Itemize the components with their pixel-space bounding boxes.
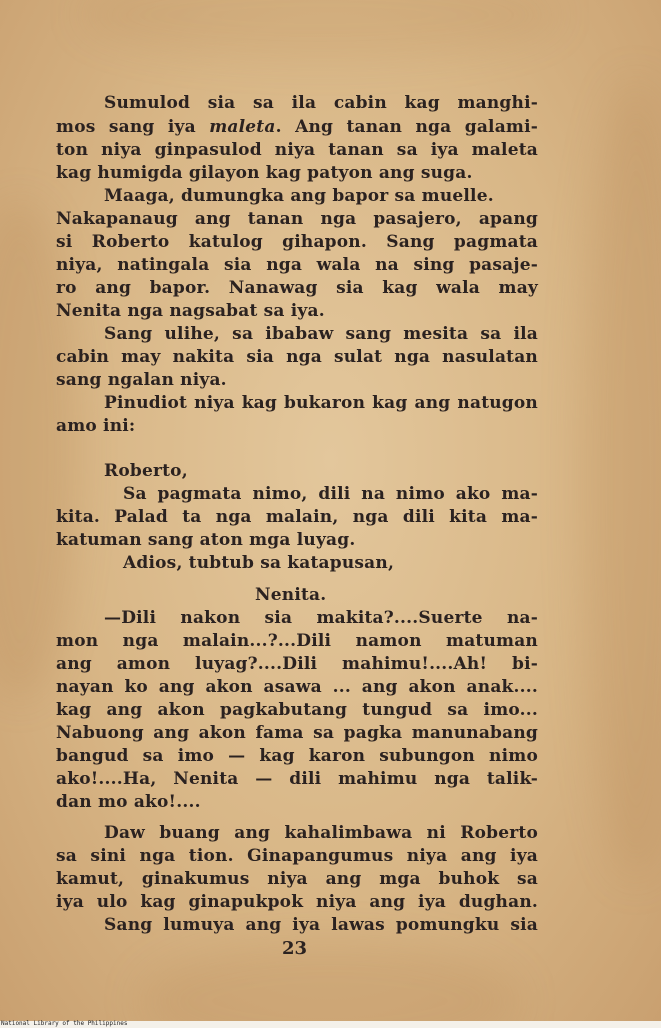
text-line: mon nga malain...?...Dili namon matuman (56, 631, 538, 651)
library-credit: National Library of the Philippines (1, 1020, 128, 1027)
text-line: kag humigda gilayon kag patyon ang suga. (56, 163, 473, 183)
text-line: kamut, ginakumus niya ang mga buhok sa (56, 869, 538, 889)
paper-stain (581, 80, 661, 880)
text-line: Nabuong ang akon fama sa pagka manunabang (56, 723, 538, 743)
text-line: Sang ulihe, sa ibabaw sang mesita sa ila (104, 324, 538, 344)
text-line: ako!....Ha, Nenita — dili mahimu nga talik- (56, 769, 538, 789)
letter-salutation: Roberto, (104, 461, 188, 481)
text-line: sang ngalan niya. (56, 370, 227, 390)
text-line: dan mo ako!.... (56, 792, 201, 812)
text-line: Daw buang ang kahalimbawa ni Roberto (104, 823, 538, 843)
text-line: cabin may nakita sia nga sulat nga nasulatan (56, 347, 538, 367)
text-line: Pinudiot niya kag bukaron kag ang natugon (104, 393, 538, 413)
text-line: ton niya ginpasulod niya tanan sa iya maleta (56, 140, 538, 160)
text-line: kita. Palad ta nga malain, nga dili kita ma- (56, 507, 538, 527)
page-number: 23 (282, 938, 308, 959)
paper-stain (140, 941, 520, 1021)
text-line: Nenita nga nagsabat sa iya. (56, 301, 325, 321)
italic-word: maleta (209, 117, 276, 137)
text-line: —Dili nakon sia makita?....Suerte na- (104, 608, 538, 628)
text-line: amo ini: (56, 416, 136, 436)
text-segment: . Ang tanan nga galami- (275, 117, 539, 137)
text-line: niya, natingala sia nga wala na sing pasaje- (56, 255, 538, 275)
text-line: si Roberto katulog gihapon. Sang pagmata (56, 232, 538, 252)
letter-signature: Nenita. (255, 585, 327, 605)
text-segment: mos sang iya (56, 117, 210, 137)
text-line (56, 116, 538, 138)
text-line: ang amon luyag?....Dili mahimu!....Ah! bi- (56, 654, 538, 674)
text-line: kag ang akon pagkabutang tungud sa imo... (56, 700, 538, 720)
text-line: sa sini nga tion. Ginapangumus niya ang iya (56, 846, 538, 866)
text-line: Maaga, dumungka ang bapor sa muelle. (104, 186, 494, 206)
text-line: Adios, tubtub sa katapusan, (123, 553, 395, 573)
text-line: Sumulod sia sa ila cabin kag manghi- (104, 93, 538, 113)
text-line: katuman sang aton mga luyag. (56, 530, 356, 550)
text-line: nayan ko ang akon asawa ... ang akon anak.... (56, 677, 538, 697)
text-line: bangud sa imo — kag karon subungon nimo (56, 746, 538, 766)
text-line: Nakapanaug ang tanan nga pasajero, apang (56, 209, 538, 229)
text-line: Sang lumuya ang iya lawas pomungku sia (104, 915, 538, 935)
text-line: ro ang bapor. Nanawag sia kag wala may (56, 278, 538, 298)
paper-stain (80, 0, 560, 60)
text-line: iya ulo kag ginapukpok niya ang iya dughan. (56, 892, 538, 912)
text-line: Sa pagmata nimo, dili na nimo ako ma- (123, 484, 538, 504)
